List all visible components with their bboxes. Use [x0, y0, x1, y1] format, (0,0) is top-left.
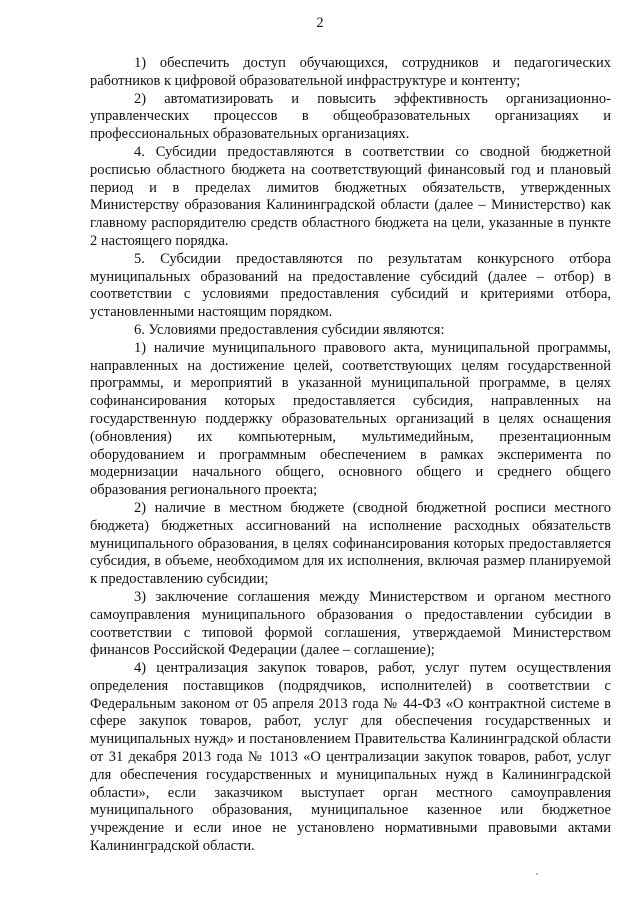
paragraph-section-6: 6. Условиями предоставления субсидии являются: — [134, 321, 445, 338]
page-number: 2 — [316, 15, 324, 31]
paragraph-item-1: 1) обеспечить доступ обучающихся, сотрудников и педагогических работников к цифровой образовательной инфраструктуре и контенту; — [90, 55, 611, 89]
paragraph-condition-4: 4) централизация закупок товаров, работ, услуг путем осуществления определения поставщиков (подрядчиков, исполнителей) в соответствии с Федеральным законом от 05 апреля 2013 года № 44-ФЗ «О контрактной системе в сфере закупок товаров, работ, услуг для обеспечения государственных и муниципальных нужд» и постановлением Правительства Калининградской области от 31 декабря 2013 года № 1013 «О централизации закупок товаров, работ, услуг для обеспечения государственных и муниципальных нужд в Калининградской области», если заказчиком выступает орган местного самоуправления муниципального образования, муниципальное казенное или бюджетное учреждение и если иное не установлено нормативными правовыми актами Калининградской области. — [90, 660, 611, 855]
paragraph-condition-1: 1) наличие муниципального правового акта, муниципальной программы, направленных на достижение целей, соответствующих целям государственной программы, и мероприятий в указанной муниципальной программе, в целях софинансирования которых предоставляется субсидия, направленных на государственную поддержку образовательных организаций в целях оснащения (обновления) их компьютерным, мультимедийным, презентационным оборудованием и программным обеспечением в рамках эксперимента по модернизации начального общего, основного общего и среднего общего образования регионального проекта; — [90, 339, 611, 499]
document-body — [90, 55, 611, 856]
paragraph-section-5: 5. Субсидии предоставляются по результатам конкурсного отбора муниципальных образований на предоставление субсидий (далее – отбор) в соответствии с условиями предоставления субсидий и критериями отбора, установленными настоящим порядком. — [90, 250, 611, 321]
scan-speck — [536, 873, 538, 875]
paragraph-section-4: 4. Субсидии предоставляются в соответствии со сводной бюджетной росписью областного бюджета на соответствующий финансовый год и плановый период и в пределах лимитов бюджетных обязательств, утвержденных Министерству образования Калининградской области (далее – Министерство) как главному распорядителю средств областного бюджета на цели, указанные в пункте 2 настоящего порядка. — [90, 143, 611, 249]
paragraph-item-2: 2) автоматизировать и повысить эффективность организационно-управленческих процессов в общеобразовательных организациях и профессиональных образовательных организациях. — [90, 90, 611, 143]
paragraph-condition-3: 3) заключение соглашения между Министерством и органом местного самоуправления муниципального образования о предоставлении субсидии в соответствии с типовой формой соглашения, утверждаемой Министерством финансов Российской Федерации (далее – соглашение); — [90, 588, 611, 659]
paragraph-condition-2: 2) наличие в местном бюджете (сводной бюджетной росписи местного бюджета) бюджетных ассигнований на исполнение расходных обязательств муниципального образования, в целях софинансирования которых предоставляется субсидия, в объеме, необходимом для их исполнения, включая размер планируемой к предоставлению субсидии; — [90, 499, 611, 588]
